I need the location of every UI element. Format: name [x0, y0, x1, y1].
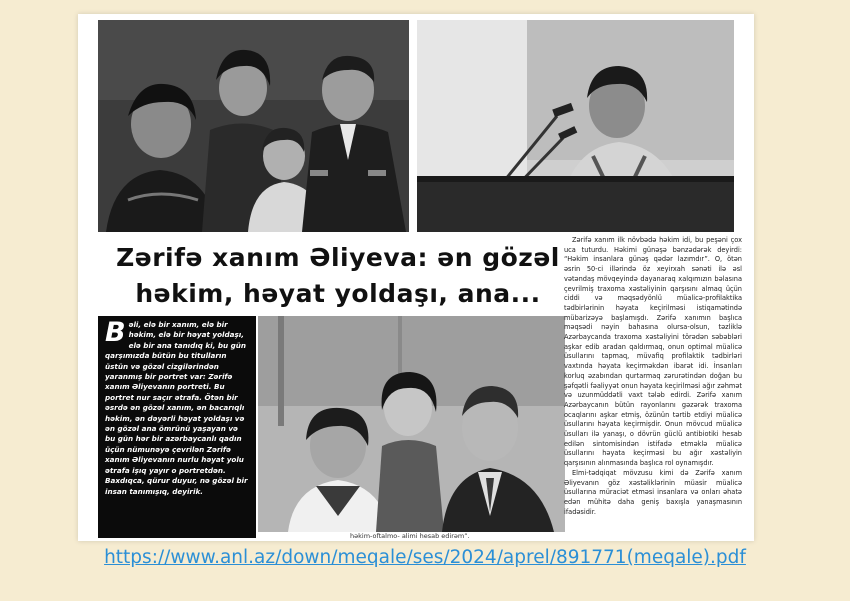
source-link[interactable]: https://www.anl.az/down/meqale/ses/2024/aprel/891771(meqale).pdf: [104, 547, 746, 568]
right-column-paragraph-2: Elmi-tədqiqat mövzusu kimi də Zərifə xanım Əliyevanın göz xəstəliklərinin müasir müalicə üsullarına müraciət etməsi insanlara və onları əhatə edən mühitə daha geniş baxışla yanaşmasının ifadəsidir.: [564, 468, 742, 516]
intro-text-box: [98, 316, 256, 538]
intro-dropcap: B: [105, 317, 126, 348]
photo-caption-partial: həkim-oftalmo- alimi hesab edirəm”.: [350, 532, 470, 540]
family-photo-with-child: [258, 316, 565, 532]
speech-photo: [417, 20, 734, 232]
article-headline: [98, 240, 578, 312]
newspaper-page-scan: [78, 14, 754, 541]
headline-line-2: həkim, həyat yoldaşı, ana...: [135, 279, 541, 308]
family-portrait-photo: [98, 20, 409, 232]
intro-paragraph: əli, elə bir xanım, elə bir həkim, elə bir həyat yoldaşı, elə bir ana tanıdıq ki, bu gün qarşımızda bütün bu titulların üstün və gözəl cizgilərindən yaranmış bir portret var: Zərifə xanım Əliyevanın portreti. Bu portret nur saçır ətrafa. Ötən bir əsrdə ən gözəl xanım, ən bacarıqlı həkim, ən dəyərli həyat yoldaşı və ən gözəl ana ömrünü yaşayan və bu gün hər bir azərbaycanlı qadın üçün nümunəyə çevrilən Zərifə xanım Əliyevanın nurlu həyat yolu ətrafa işıq yayır o portretdən. Baxdıqca, qürur duyur, nə gözəl bir insan tanımışıq, deyirik.: [105, 320, 248, 496]
headline-line-1: Zərifə xanım Əliyeva: ən gözəl: [116, 243, 560, 272]
article-right-column: [564, 236, 742, 541]
right-column-paragraph-1: Zərifə xanım ilk növbədə həkim idi, bu peşəni çox uca tuturdu. Həkimi günəşə bənzədərək deyirdi: “Həkim insanlara günəş qədər lazımdır”. O, ötən əsrin 50-ci illərində öz xeyirxah sənəti ilə əsl vətəndaş mövqeyində dayanaraq xalqımızın bəlasına çevrilmiş traxoma xəstəliyinin qarşısını almaq üçün ciddi və məqsədyönlü müalicə-profilaktika tədbirlərinin həyata keçirilməsi istiqamətində mübarizəyə başlamışdı. Zərifə xanımın başlıca məqsədi nəyin bahasına olursa-olsun, təzliklə Azərbaycanda traxoma xəstəliyini törədən səbəbləri aşkar edib aradan qaldırmaq, onun optimal müalicə üsullarını tapmaq, müvafiq profilaktik tədbirləri vaxtında həyata keçirməkdən ibarət idi. İnsanları korluq əzabından qurtarmaq zərurətindən doğan bu şəfqətli fəaliyyət onun həyata keçirilməsi ağır zəhmət və uzunmüddətli vaxt tələb edirdi. Zərifə xanım Azərbaycanın bütün rayonlarını gəzərək traxoma ocaqlarını aşkar etmiş, özünün tərtib etdiyi müalicə üsullarını həyata keçirmişdir. Onun mövcud müalicə üsulları ilə yanaşı, o dövrün güclü antibiotiki hesab edilən sintomisindən istifadə etməklə müalicə üsullarını həyata keçirməsi bu ağır xəstəliyin qarşısının alınmasında başlıca rol oynamışdır.: [564, 236, 742, 468]
